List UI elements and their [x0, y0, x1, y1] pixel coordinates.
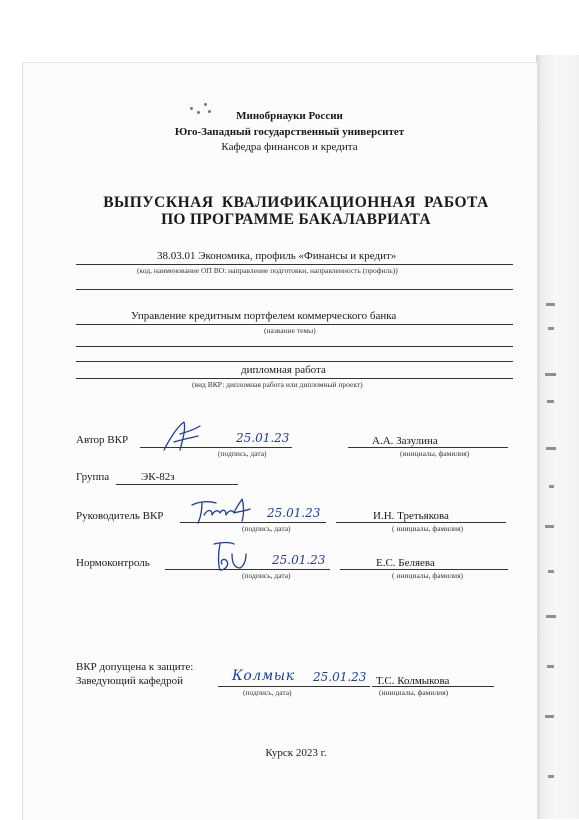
document-title: ВЫПУСКНАЯ КВАЛИФИКАЦИОННАЯ РАБОТА	[103, 194, 489, 211]
author-name: А.А. Зазулина	[372, 435, 438, 447]
university-name: Юго-Западный государственный университет	[174, 126, 405, 138]
supervisor-label: Руководитель ВКР	[76, 510, 164, 522]
work-type-value: дипломная работа	[241, 364, 326, 376]
head-name-caption: (инициалы, фамилия)	[379, 688, 449, 697]
author-name-underline	[348, 447, 508, 448]
supervisor-signature-caption: (подпись, дата)	[242, 524, 291, 533]
author-signature-caption: (подпись, дата)	[218, 449, 267, 458]
group-underline	[116, 484, 238, 485]
group-value: ЭК-82з	[141, 471, 175, 483]
blank-line	[76, 289, 513, 290]
author-label: Автор ВКР	[76, 434, 129, 446]
blank-line	[76, 346, 513, 347]
normcontrol-name: Е.С. Беляева	[376, 557, 435, 569]
supervisor-name-underline	[336, 522, 506, 523]
normcontrol-name-underline	[340, 569, 508, 570]
head-signature-line	[218, 686, 370, 687]
normcontrol-signature-caption: (подпись, дата)	[242, 571, 291, 580]
work-type-underline	[76, 378, 513, 379]
direction-underline	[76, 264, 513, 265]
topic-value: Управление кредитным портфелем коммерческого банка	[131, 310, 397, 322]
department-name: Кафедра финансов и кредита	[221, 141, 358, 153]
head-signature: Колмык	[232, 668, 295, 684]
author-name-caption: (инициалы, фамилия)	[400, 449, 470, 458]
head-signature-caption: (подпись, дата)	[243, 688, 292, 697]
city-year: Курск 2023 г.	[265, 747, 327, 759]
group-label: Группа	[76, 471, 110, 483]
normcontrol-date: 25.01.23	[272, 553, 326, 567]
supervisor-date: 25.01.23	[267, 506, 321, 520]
direction-value: 38.03.01 Экономика, профиль «Финансы и кредит»	[157, 250, 397, 262]
blank-line	[76, 361, 513, 362]
head-date: 25.01.23	[313, 670, 367, 684]
normcontrol-name-caption: ( инициалы, фамилия)	[392, 571, 464, 580]
document-subtitle: ПО ПРОГРАММЕ БАКАЛАВРИАТА	[161, 211, 431, 228]
author-date: 25.01.23	[236, 431, 290, 445]
topic-underline	[76, 324, 513, 325]
author-signature	[160, 420, 204, 457]
ministry-name: Минобрнауки России	[236, 110, 343, 122]
admission-label: ВКР допущена к защите:	[76, 661, 194, 673]
head-name: Т.С. Колмыкова	[376, 675, 450, 687]
direction-caption: (код, наименование ОП ВО: направление подготовки, направленность (профиль))	[137, 266, 398, 275]
work-type-caption: (вид ВКР: дипломная работа или дипломный проект)	[192, 380, 363, 389]
supervisor-name: И.Н. Третьякова	[373, 510, 449, 522]
topic-caption: (название темы)	[264, 326, 316, 335]
head-of-department-label: Заведующий кафедрой	[76, 675, 183, 687]
scanned-page-edge	[536, 55, 579, 819]
supervisor-name-caption: ( инициалы, фамилия)	[392, 524, 464, 533]
head-name-underline	[372, 686, 494, 687]
normcontrol-label: Нормоконтроль	[76, 557, 150, 569]
